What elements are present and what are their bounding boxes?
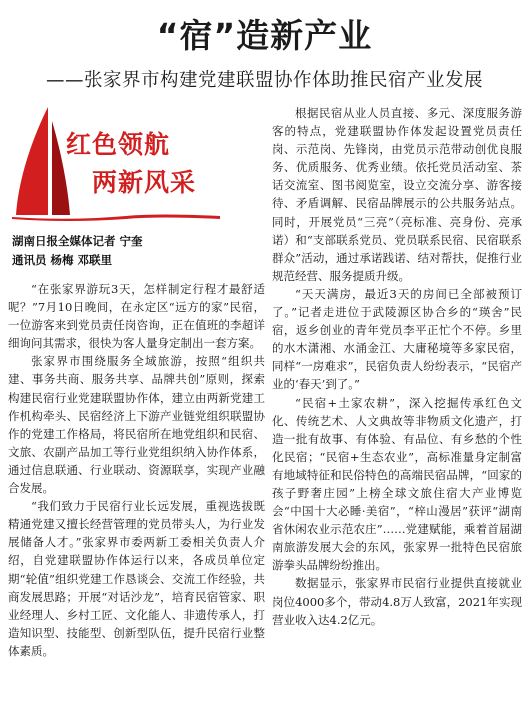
paragraph: 根据民宿从业人员直接、多元、深度服务游客的特点，党建联盟协作体发起设置党员责任岗、示范岗、先锋岗，由党员示范带动创优良服务、优质服务、优秀业绩。依托党员活动室、茶话交流室、图书阅览室，设立交流分享、游客接待、矛盾调解、民宿品牌展示的公共服务站点。同时，开展党员“三亮”（亮标准、亮身份、亮承诺）和“支部联系党员、党员联系民宿、民宿联系群众”活动，通过承诺践诺、结对帮扶，促推行业规范经营、服务提质升级。 xyxy=(272,106,522,283)
correspondent-byline: 通讯员 杨梅 邓联里 xyxy=(12,253,113,267)
paragraph: 张家界市围绕服务全域旅游，按照“组织共建、事务共商、服务共享、品牌共创”原则，探索构建民宿行业党建联盟协作体，建立由两新党建工作机构牵头、民宿经济上下游产业链党组织联盟协作的党建工作格局，将民宿所在地党组织和民宿、文旅、农副产品加工等行业党组织纳入协作体系，通过信息联通、行业联动、资源联享，实现产业融合发展。 xyxy=(8,354,265,496)
headline: “宿”造新产业 xyxy=(156,16,373,55)
column-title-line-2: 两新风采 xyxy=(92,168,197,197)
article-right-column xyxy=(272,104,522,629)
sailboat-icon xyxy=(8,103,223,221)
article-left-column xyxy=(8,280,265,660)
paragraph: “民宿+土家农耕”，深入挖掘传承红色文化、传统艺术、人文典故等非物质文化遗产，打造一批有故事、有体验、有品位、有乡愁的个性化民宿；“民宿+生态农业”，高标准量身定制富有地域特征和民俗特色的高端民宿品牌，“回家的孩子野奢庄园”上榜全球文旅住宿大产业博览会“中国十大必睡·美宿”，“梓山漫居”获评“湖南省休闲农业示范农庄”……党建赋能，乘着首届湖南旅游发展大会的东风，张家界一批特色民宿旅游拳头品牌纷纷推出。 xyxy=(272,395,522,573)
column-title-line-1: 红色领航 xyxy=(66,130,171,159)
reporter-byline: 湖南日报全媒体记者 宁奎 xyxy=(12,234,143,248)
paragraph: 数据显示，张家界市民宿行业提供直接就业岗位4000多个，带动4.8万人致富，2021年实现营业收入达4.2亿元。 xyxy=(272,576,522,627)
paragraph: “我们致力于民宿行业长远发展，重视选拔既精通党建又擅长经营管理的党员带头人，为行业发展储备人才。”张家界市委两新工委相关负责人介绍，自党建联盟协作体运行以来，各成员单位定期“轮值”组织党建工作恳谈会、交流工作经验，共商发展思路；开展“对话沙龙”，培育民宿管家、职业经理人、乡村工匠、文化能人、非遗传承人，打造知识型、技能型、创新型队伍，提升民宿行业整体素质。 xyxy=(8,499,265,658)
paragraph: “天天满房，最近3天的房间已全部被预订了。”记者走进位于武陵源区协合乡的“瑛舍”民宿，返乡创业的青年党员李平正忙个不停。乡里的水木潇湘、水涌金江、大庸秘境等多家民宿，同样“一房难求”，民宿负责人纷纷表示，“民宿产业的‘春天’到了。” xyxy=(272,286,522,392)
subheadline: ——张家界市构建党建联盟协作体助推民宿产业发展 xyxy=(45,70,483,91)
column-logo xyxy=(8,103,223,221)
paragraph: “在张家界游玩3天，怎样制定行程才最舒适呢？”7月10日晚间，在永定区“远方的家”民宿，一位游客来到党员责任岗咨询，正在值班的李超详细询问其需求，很快为客人量身定制出一套方案。 xyxy=(8,282,265,351)
